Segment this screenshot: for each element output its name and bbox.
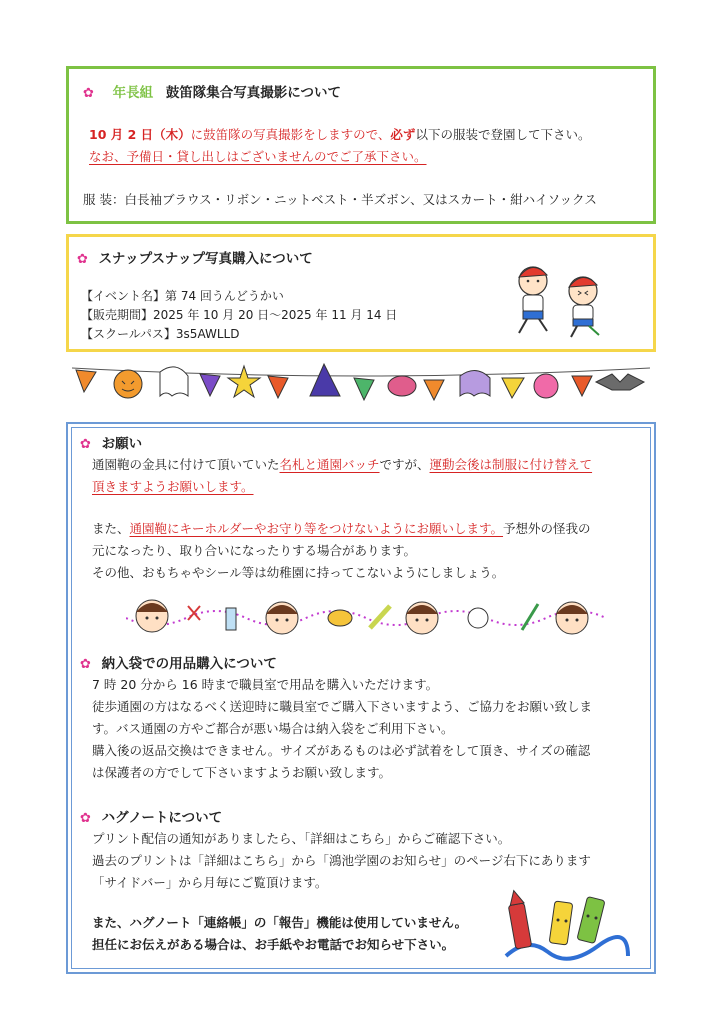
flower-icon: ✿ xyxy=(77,252,88,267)
requests-p2-line1: また、通園鞄にキーホルダーやお守り等をつけないようにお願いします。予想外の怪我の xyxy=(92,521,591,536)
supply-purchase-heading: ✿ 納入袋での用品購入について xyxy=(80,656,277,672)
photo-shoot-heading xyxy=(83,81,341,101)
hugnote-bold-notes: また、ハグノート「連絡帳」の「報告」機能は使用していません。 担任にお伝えがある場合は、お手紙やお電話でお知らせ下さい。 xyxy=(92,915,468,952)
requests-p1-line2: 頂きますようお願いします。 xyxy=(92,479,254,494)
kids-stationery-garland xyxy=(126,596,606,640)
flower-icon: ✿ xyxy=(80,811,91,826)
requests-p1-line1: 通園鞄の金具に付けて頂いていた名札と通園バッチですが、運動会後は制服に付け替えて xyxy=(92,457,593,472)
photo-shoot-line2: なお、予備日・貸し出しはございませんのでご了承下さい。 xyxy=(89,149,427,164)
hugnote-body: プリント配信の通知がありましたら、「詳細はこちら」からご確認下さい。 過去のプリントは「詳細はこちら」から「鴻池学園のお知らせ」のページ右下にあります 「サイドバー」から月毎にご覧頂けます。 xyxy=(92,831,591,890)
running-kids-illustration xyxy=(503,251,623,339)
supply-purchase-body: 7 時 20 分から 16 時まで職員室で用品を購入いただけます。 徒歩通園の方はなるべく送迎時に職員室でご購入下さいますよう、ご協力をお願い致しま す。バス通園の方やご都合が悪い場合は納入袋をご利用下さい。 購入後の返品交換はできません。サイズがあるものは必ず試着をして頂き、サイズの確認 は保護者の方でして下さいますようお願い致します。 xyxy=(92,677,593,780)
flower-icon: ✿ xyxy=(80,657,91,672)
snap-heading: ✿ スナップスナップ写真購入について xyxy=(77,251,313,267)
school-pass: 【スクールパス】3s5AWLLD xyxy=(81,327,240,341)
crayon-characters-illustration xyxy=(498,886,630,966)
flower-icon: ✿ xyxy=(80,437,91,452)
requests-heading: ✿ お願い xyxy=(80,436,143,452)
event-name: 【イベント名】第 74 回うんどうかい xyxy=(81,289,284,303)
snap-photo-box xyxy=(66,234,656,352)
hugnote-heading: ✿ ハグノートについて xyxy=(80,810,223,826)
class-tag: 年長組 xyxy=(112,85,154,101)
photo-shoot-notice-box xyxy=(66,66,656,224)
snap-details xyxy=(81,287,397,344)
heading-title: 鼓笛隊集合写真撮影について xyxy=(165,85,342,101)
shoot-date: 10 月 2 日（木） xyxy=(89,127,191,142)
sale-period: 【販売期間】2025 年 10 月 20 日～2025 年 11 月 14 日 xyxy=(81,308,398,322)
requests-p2-line2: 元になったり、取り合いになったりする場合があります。 xyxy=(92,543,417,558)
halloween-garland xyxy=(72,360,650,410)
requests-box xyxy=(66,422,656,974)
requests-p2-line3: その他、おもちゃやシール等は幼稚園に持ってこないようにしましょう。 xyxy=(92,565,505,580)
photo-shoot-line1: 10 月 2 日（木）に鼓笛隊の写真撮影をしますので、必ず以下の服装で登園して下さい。 xyxy=(89,127,591,142)
clothing-line: 服 装：白長袖ブラウス・リボン・ニットベスト・半ズボン、又はスカート・紺ハイソックス xyxy=(83,192,597,207)
flower-icon: ✿ xyxy=(83,86,94,101)
